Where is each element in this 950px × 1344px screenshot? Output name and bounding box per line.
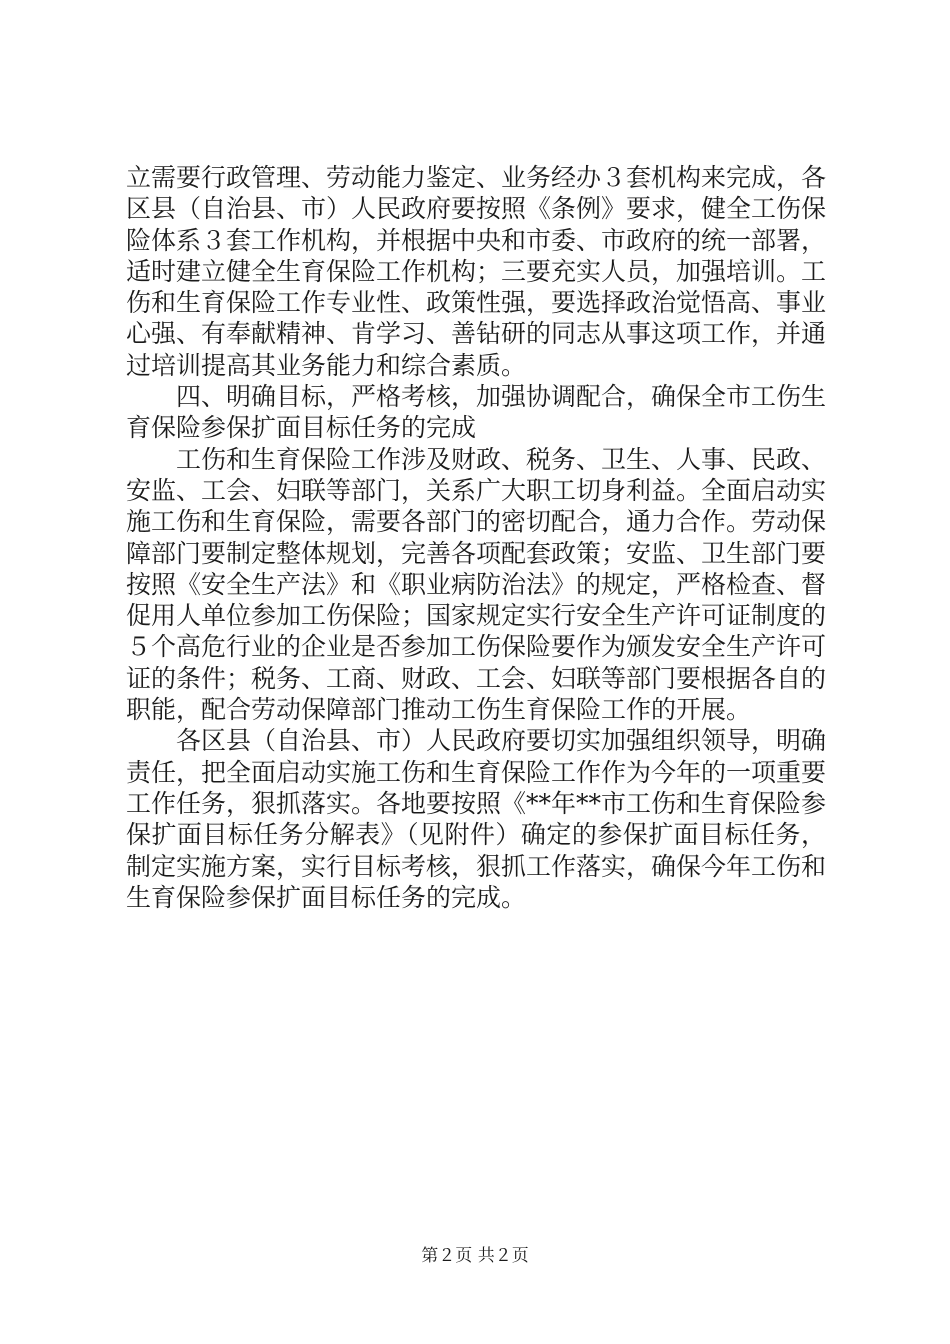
page-number-footer: 第２页 共２页: [421, 1246, 529, 1266]
paragraph-2-heading: 四、明确目标，严格考核，加强协调配合，确保全市工伤生育保险参保扩面目标任务的完成: [126, 382, 827, 443]
document-body: [126, 162, 826, 913]
paragraph-3: 工伤和生育保险工作涉及财政、税务、卫生、人事、民政、安监、工会、妇联等部门，关系广大职工切身利益。全面启动实施工伤和生育保险，需要各部门的密切配合，通力合作。劳动保障部门要制定整体规划，完善各项配套政策；安监、卫生部门要按照《安全生产法》和《职业病防治法》的规定，严格检查、督促用人单位参加工伤保险；国家规定实行安全生产许可证制度的５个高危行业的企业是否参加工伤保险要作为颁发安全生产许可证的条件；税务、工商、财政、工会、妇联等部门要根据各自的职能，配合劳动保障部门推动工伤生育保险工作的开展。: [126, 444, 827, 725]
paragraph-4: 各区县（自治县、市）人民政府要切实加强组织领导，明确责任，把全面启动实施工伤和生育保险工作作为今年的一项重要工作任务，狠抓落实。各地要按照《**年**市工伤和生育保险参保扩面目标任务分解表》（见附件）确定的参保扩面目标任务，制定实施方案，实行目标考核，狠抓工作落实，确保今年工伤和生育保险参保扩面目标任务的完成。: [126, 726, 827, 912]
paragraph-1: 立需要行政管理、劳动能力鉴定、业务经办３套机构来完成，各区县（自治县、市）人民政府要按照《条例》要求，健全工伤保险体系３套工作机构，并根据中央和市委、市政府的统一部署，适时建立健全生育保险工作机构；三要充实人员，加强培训。工伤和生育保险工作专业性、政策性强，要选择政治觉悟高、事业心强、有奉献精神、肯学习、善钻研的同志从事这项工作，并通过培训提高其业务能力和综合素质。: [126, 163, 827, 380]
